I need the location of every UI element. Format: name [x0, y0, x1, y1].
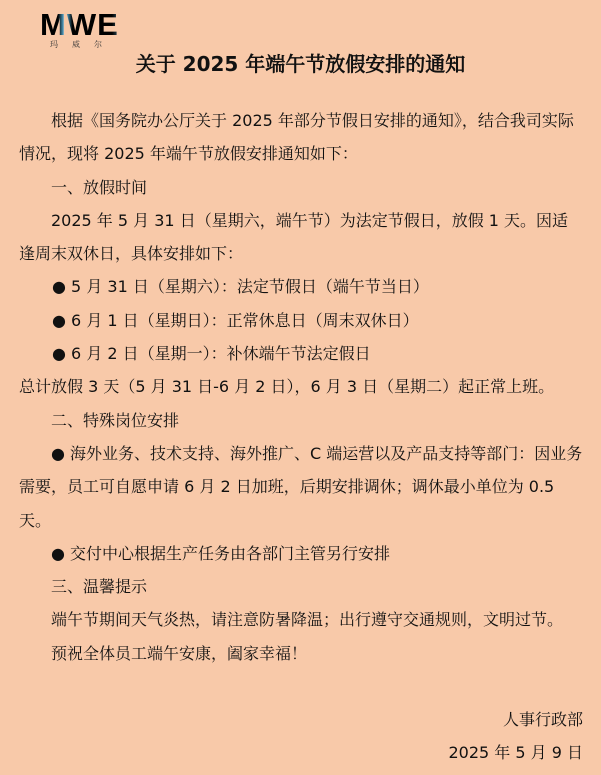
tip-line: 端午节期间天气炎热，请注意防暑降温；出行遵守交通规则，文明过节。: [51, 610, 564, 630]
tip-line: 预祝全体员工端午安康，阖家幸福！: [51, 643, 308, 663]
bullet-item: ● 海外业务、技术支持、海外推广、C 端运营以及产品支持等部门：因业务需要，员工可自愿申请 6 月 2 日加班，后期安排调休；调休最小单位为 0.5 天。: [19, 443, 583, 530]
section-2-heading: 二、特殊岗位安排: [51, 410, 180, 430]
signature-date: 2025 年 5 月 9 日: [448, 743, 583, 763]
company-logo: [40, 9, 130, 49]
document-body: [19, 104, 583, 770]
total-days-text: 总计放假 3 天（5 月 31 日-6 月 2 日），6 月 3 日（星期二）起正常上班。: [19, 377, 555, 397]
logo-mark: MWE: [40, 9, 130, 40]
bullet-item: ● 6 月 2 日（星期一）：补休端午节法定假日: [52, 344, 371, 364]
logo-subtitle: 玛威尔: [50, 40, 116, 49]
section-1-heading: 一、放假时间: [51, 177, 148, 197]
signature-department: 人事行政部: [502, 710, 583, 730]
section-3-heading: 三、温馨提示: [51, 577, 148, 597]
bullet-item: ● 6 月 1 日（星期日）：正常休息日（周末双休日）: [52, 310, 419, 330]
section-1-text: 2025 年 5 月 31 日（星期六，端午节）为法定节假日，放假 1 天。因适逢周末双休日，具体安排如下：: [19, 210, 569, 264]
intro-paragraph: 根据《国务院办公厅关于 2025 年部分节假日安排的通知》，结合我司实际情况，现将 2025 年端午节放假安排通知如下：: [19, 111, 574, 164]
bullet-item: ● 5 月 31 日（星期六）：法定节假日（端午节当日）: [52, 277, 429, 297]
document-title: 关于 2025 年端午节放假安排的通知: [135, 52, 466, 76]
bullet-item: ● 交付中心根据生产任务由各部门主管另行安排: [51, 543, 391, 563]
